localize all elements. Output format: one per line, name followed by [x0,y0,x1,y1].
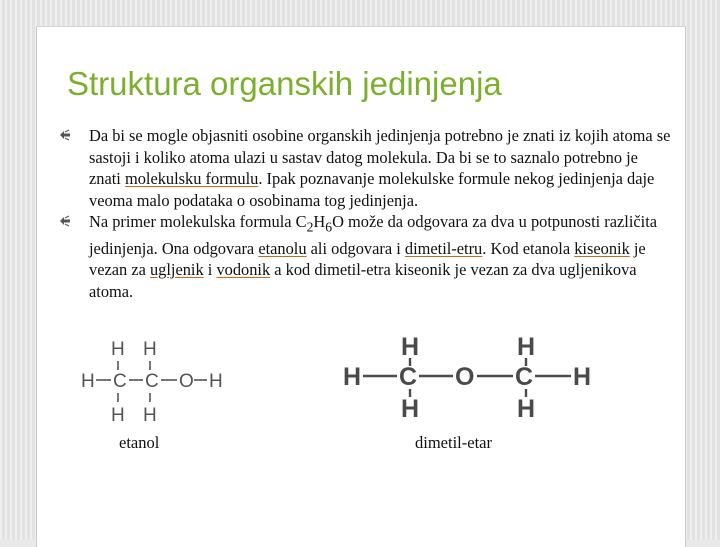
ornamental-bullet-icon [59,129,71,141]
dimethyl-ether-caption: dimetil-etar [415,433,492,452]
atom-h: H [517,395,536,423]
hyperlink[interactable]: kiseonik [574,238,630,258]
bullet-item-2 [53,211,673,302]
hyperlink[interactable]: dimetil-etru [404,238,483,258]
hyperlink[interactable]: molekulsku formulu [124,169,259,188]
slide [36,26,686,547]
hyperlink[interactable]: vodonik [216,260,271,280]
text-run: i [203,260,217,280]
ethanol-caption: etanol [119,433,160,452]
text-run: Da bi se mogle objasniti osobine organskih jedinjenja potrebno je znati iz kojih atoma se sastoji i koliko atoma ulazi u sastav datog molekula. Da bi se to saznalo potrebno je znati [89,126,671,188]
atom-h: H [111,339,125,360]
atom-h: H [401,395,420,423]
text-run: a kod dimetil-etra kiseonik je vezan za dva ugljenikova atoma. [89,260,637,301]
atom-c: C [113,371,127,392]
subscript: 6 [325,219,333,235]
atom-o: O [455,363,475,391]
bullet-list [53,125,673,302]
text-run: . Kod etanola [482,238,575,258]
dimethyl-ether-structure [341,333,611,423]
hyperlink[interactable]: ugljenik [149,260,204,280]
bullet-text-2 [89,212,657,301]
atom-h: H [81,371,95,392]
hyperlink[interactable]: etanolu [258,238,307,258]
text-run: . Ipak poznavanje molekulske formule nekog jedinjenja daje veoma malo podataka o osobinama tog jedinjenja. [89,169,655,210]
atom-h: H [143,339,157,360]
bullet-item-1 [53,125,673,211]
atom-h: H [209,371,223,392]
atom-h: H [343,363,362,391]
atom-o: O [179,371,194,392]
atom-h: H [517,333,536,361]
atom-h: H [573,363,592,391]
atom-h: H [401,333,420,361]
atom-h: H [111,405,125,425]
text-run: O može da odgovara za dva u potpunosti različita jedinjenja. Ona odgovara [89,212,658,258]
text-run: je vezan za [89,238,646,280]
bullet-text-1 [89,126,670,210]
subscript: 2 [306,219,314,235]
text-run: Na primer molekulska formula C [89,212,307,231]
text-run: ali odgovara i [306,238,405,258]
atom-c: C [145,371,159,392]
text-run: H [313,212,326,231]
atom-c: C [515,363,534,391]
slide-title: Struktura organskih jedinjenja [67,65,502,102]
atom-c: C [399,363,418,391]
atom-h: H [143,405,157,425]
ethanol-structure [81,335,251,425]
ornamental-bullet-icon [59,215,71,227]
